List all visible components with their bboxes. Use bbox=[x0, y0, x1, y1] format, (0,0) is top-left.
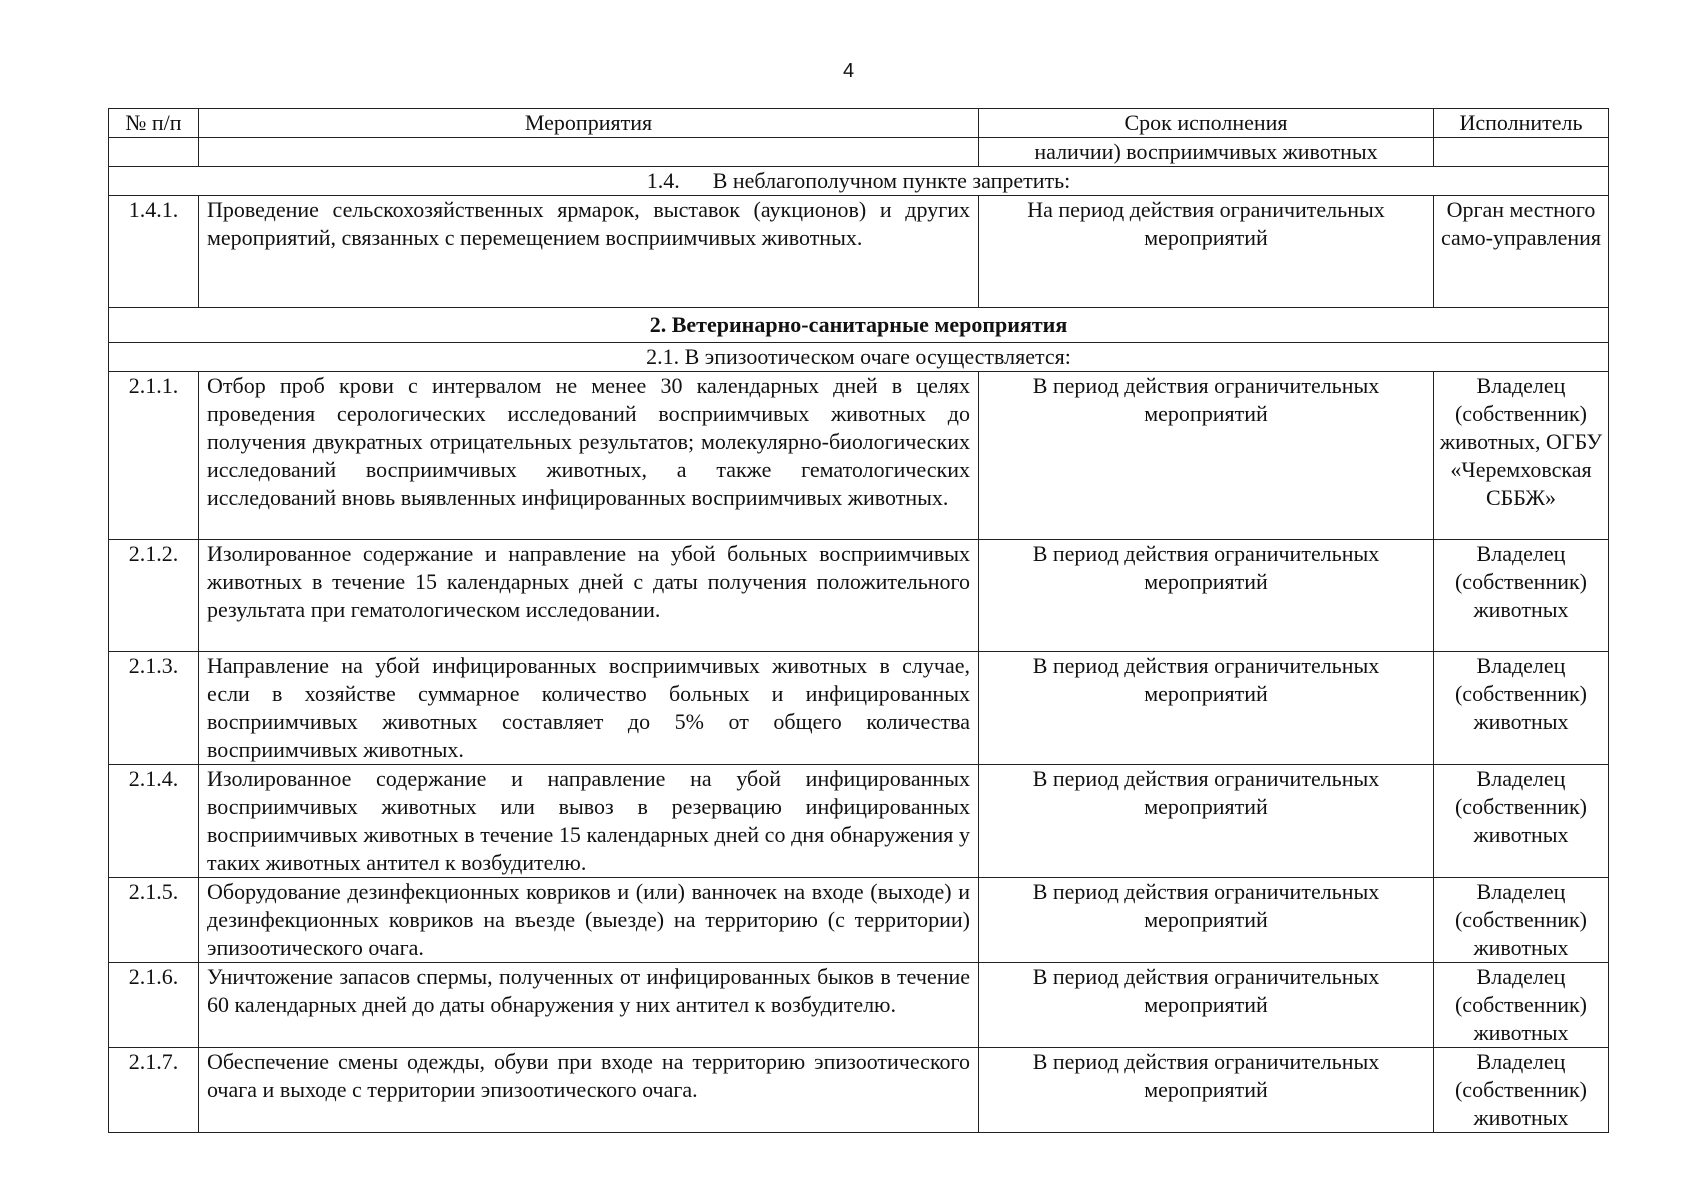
row-term: На период действия ограничительных мероприятий bbox=[979, 196, 1434, 308]
header-executor: Исполнитель bbox=[1434, 109, 1609, 138]
row-num: 2.1.3. bbox=[109, 652, 199, 765]
row-activity: Проведение сельскохозяйственных ярмарок, выставок (аукционов) и других мероприятий, связанных с перемещением восприимчивых животных. bbox=[199, 196, 979, 308]
row-term: В период действия ограничительных мероприятий bbox=[979, 765, 1434, 878]
row-term: В период действия ограничительных мероприятий bbox=[979, 878, 1434, 963]
row-num: 2.1.7. bbox=[109, 1048, 199, 1133]
table-row bbox=[109, 196, 1609, 308]
subsection-1-4-title: 1.4. В неблагополучном пункте запретить: bbox=[109, 167, 1609, 196]
table-header-row bbox=[109, 109, 1609, 138]
continuation-executor bbox=[1434, 138, 1609, 167]
row-activity: Направление на убой инфицированных восприимчивых животных в случае, если в хозяйстве суммарное количество больных и инфицированных восприимчивых животных составляет до 5% от общего количества восприимчивых животных. bbox=[199, 652, 979, 765]
continuation-num bbox=[109, 138, 199, 167]
section-row bbox=[109, 308, 1609, 343]
row-activity: Отбор проб крови с интервалом не менее 30 календарных дней в целях проведения серологических исследований восприимчивых животных до получения двукратных отрицательных результатов; молекулярно-биологических исследований восприимчивых животных, а также гематологических исследований вновь выявленных инфицированных восприимчивых животных. bbox=[199, 372, 979, 540]
row-executor: Владелец (собственник) животных bbox=[1434, 765, 1609, 878]
row-num: 2.1.6. bbox=[109, 963, 199, 1048]
subsection-2-1-title: 2.1. В эпизоотическом очаге осуществляется: bbox=[109, 343, 1609, 372]
row-executor: Орган местного само-управления bbox=[1434, 196, 1609, 308]
header-num: № п/п bbox=[109, 109, 199, 138]
table-row bbox=[109, 372, 1609, 540]
header-term: Срок исполнения bbox=[979, 109, 1434, 138]
continuation-row bbox=[109, 138, 1609, 167]
table-row bbox=[109, 963, 1609, 1048]
header-activity: Мероприятия bbox=[199, 109, 979, 138]
row-term: В период действия ограничительных мероприятий bbox=[979, 652, 1434, 765]
row-activity: Изолированное содержание и направление на убой больных восприимчивых животных в течение 15 календарных дней с даты получения положительного результата при гематологическом исследовании. bbox=[199, 540, 979, 652]
continuation-activity bbox=[199, 138, 979, 167]
row-term: В период действия ограничительных мероприятий bbox=[979, 963, 1434, 1048]
row-num: 2.1.4. bbox=[109, 765, 199, 878]
row-executor: Владелец (собственник) животных bbox=[1434, 652, 1609, 765]
continuation-term: наличии) восприимчивых животных bbox=[979, 138, 1434, 167]
row-executor: Владелец (собственник) животных bbox=[1434, 540, 1609, 652]
row-num: 2.1.2. bbox=[109, 540, 199, 652]
row-executor: Владелец (собственник) животных bbox=[1434, 963, 1609, 1048]
row-term: В период действия ограничительных мероприятий bbox=[979, 540, 1434, 652]
row-num: 1.4.1. bbox=[109, 196, 199, 308]
row-executor: Владелец (собственник) животных bbox=[1434, 1048, 1609, 1133]
table-row bbox=[109, 652, 1609, 765]
table-row bbox=[109, 878, 1609, 963]
row-term: В период действия ограничительных мероприятий bbox=[979, 1048, 1434, 1133]
subsection-row bbox=[109, 343, 1609, 372]
table-row bbox=[109, 765, 1609, 878]
row-num: 2.1.1. bbox=[109, 372, 199, 540]
page-number: 4 bbox=[842, 60, 855, 82]
row-activity: Изолированное содержание и направление на убой инфицированных восприимчивых животных или вывоз в резервацию инфицированных восприимчивых животных в течение 15 календарных дней со дня обнаружения у таких животных антител к возбудителю. bbox=[199, 765, 979, 878]
row-executor: Владелец (собственник) животных bbox=[1434, 878, 1609, 963]
measures-table bbox=[108, 108, 1609, 1133]
row-activity: Уничтожение запасов спермы, полученных от инфицированных быков в течение 60 календарных дней до даты обнаружения у них антител к возбудителю. bbox=[199, 963, 979, 1048]
section-2-title: 2. Ветеринарно-санитарные мероприятия bbox=[109, 308, 1609, 343]
row-executor: Владелец (собственник) животных, ОГБУ «Черемховская СББЖ» bbox=[1434, 372, 1609, 540]
row-activity: Обеспечение смены одежды, обуви при входе на территорию эпизоотического очага и выходе с территории эпизоотического очага. bbox=[199, 1048, 979, 1133]
row-activity: Оборудование дезинфекционных ковриков и (или) ванночек на входе (выходе) и дезинфекционных ковриков на въезде (выезде) на территорию (с территории) эпизоотического очага. bbox=[199, 878, 979, 963]
subsection-row bbox=[109, 167, 1609, 196]
row-term: В период действия ограничительных мероприятий bbox=[979, 372, 1434, 540]
table-row bbox=[109, 1048, 1609, 1133]
table-row bbox=[109, 540, 1609, 652]
row-num: 2.1.5. bbox=[109, 878, 199, 963]
